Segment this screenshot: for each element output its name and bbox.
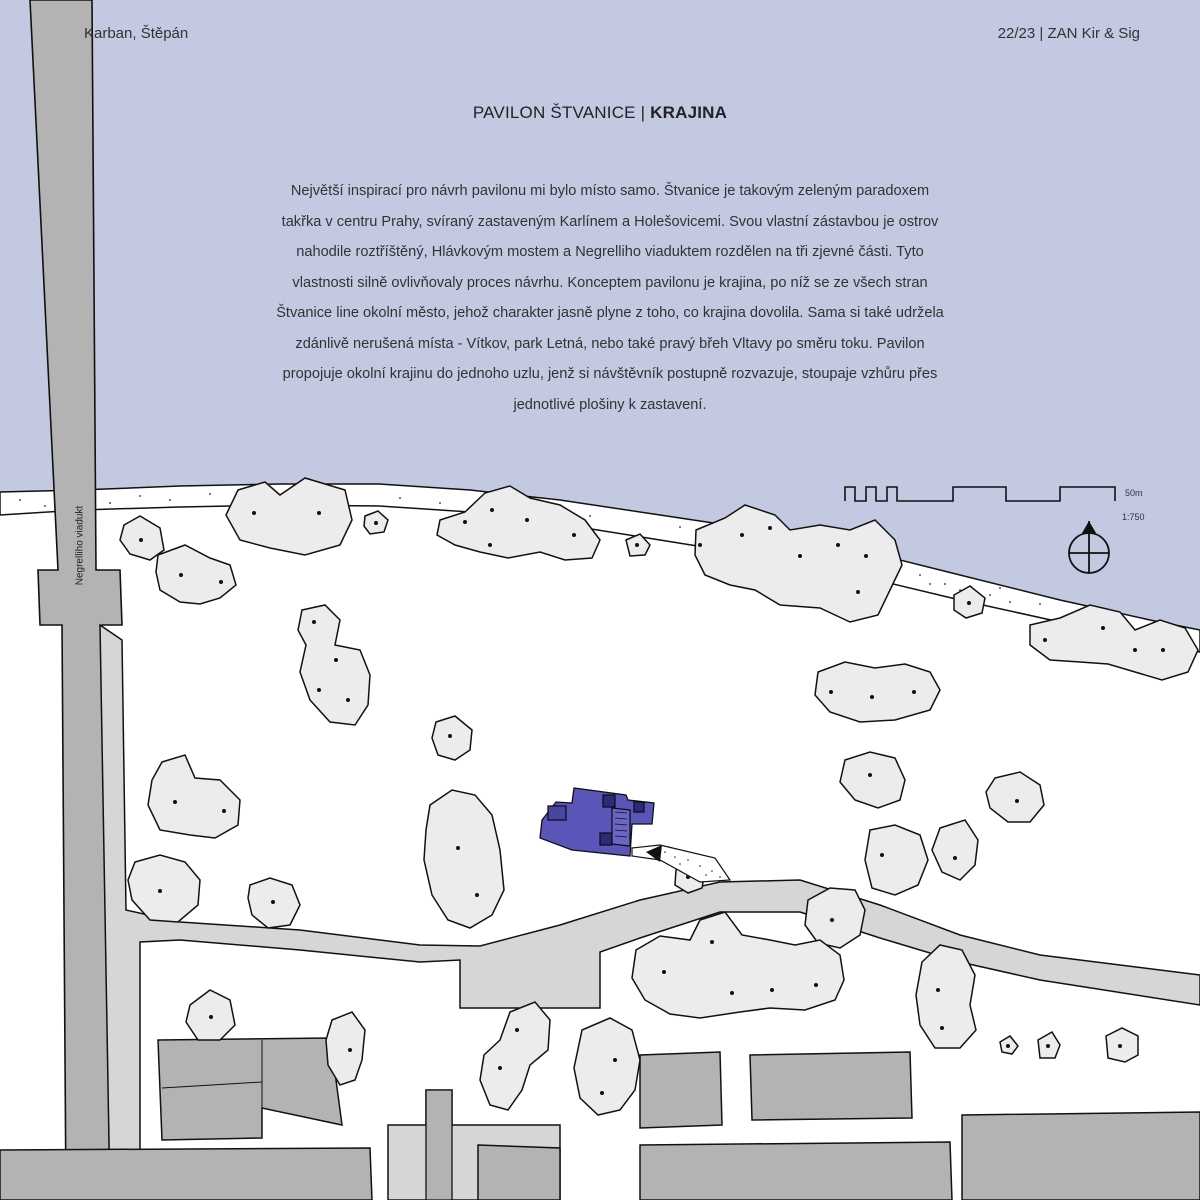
tree-cluster bbox=[574, 1018, 640, 1115]
tree-cluster bbox=[815, 662, 940, 722]
pavilion bbox=[540, 788, 654, 856]
tree-cluster bbox=[148, 755, 240, 838]
tree-cluster bbox=[298, 605, 370, 725]
tree-cluster bbox=[805, 888, 865, 948]
tree-cluster bbox=[986, 772, 1044, 822]
tree-cluster bbox=[932, 820, 978, 880]
title-emphasis: KRAJINA bbox=[650, 103, 728, 122]
scale-distance-label: 50m bbox=[1125, 488, 1143, 498]
building-south-east bbox=[962, 1112, 1200, 1200]
tree-cluster bbox=[128, 855, 200, 922]
building-south-center bbox=[640, 1142, 952, 1200]
page-title bbox=[0, 103, 1200, 123]
tree-cluster bbox=[865, 825, 928, 895]
tree-cluster bbox=[480, 1002, 550, 1110]
building-center bbox=[640, 1052, 722, 1128]
tree-cluster bbox=[1106, 1028, 1138, 1062]
course-label: 22/23 | ZAN Kir & Sig bbox=[997, 25, 1140, 42]
tree-cluster bbox=[432, 716, 472, 760]
tree-cluster bbox=[424, 790, 504, 928]
author-name: Karban, Štěpán bbox=[84, 25, 189, 42]
building-west bbox=[158, 1038, 342, 1140]
pavilion-footprint bbox=[540, 788, 654, 856]
path-roof bbox=[426, 1090, 452, 1200]
building-south bbox=[478, 1145, 560, 1200]
tree-cluster bbox=[120, 516, 164, 560]
title-main: PAVILON ŠTVANICE | bbox=[472, 103, 651, 122]
scale-ratio-label: 1:750 bbox=[1122, 512, 1145, 522]
building-south-west bbox=[0, 1148, 372, 1200]
tree-cluster bbox=[186, 990, 235, 1040]
tree-cluster bbox=[226, 478, 352, 555]
tree-cluster bbox=[156, 545, 236, 604]
building-east bbox=[750, 1052, 912, 1120]
viaduct-label: Negrelliho viadukt bbox=[74, 505, 86, 586]
project-description: Největší inspirací pro návrh pavilonu mi bylo místo samo. Štvanice je takovým zeleným paradoxem takřka v centru Prahy, svíraný zastaveným Karlínem a Holešovicemi. Svou vlastní zástavbou je ostrov nahodile roztříštěný, Hlávkovým mostem a Negrelliho viaduktem rozdělen na tři zjevné části. Tyto vlastnosti silně ovlivňovaly proces návrhu. Konceptem pavilonu je krajina, po níž se ze všech stran Štvanice line okolní město, jehož charakter jasně plyne z toho, co krajina dovolila. Sama si také udržela zdánlivě nerušená místa - Vítkov, park Letná, nebo také pravý břeh Vltavy po směru toku. Pavilon propojuje okolní krajinu do jednoho uzlu, jenž si návštěvník postupně rozvazuje, stoupaje vzhůru přes jednotlivé plošiny k zastavení. bbox=[276, 183, 944, 413]
tree-cluster bbox=[840, 752, 905, 808]
tree-cluster bbox=[916, 945, 976, 1048]
